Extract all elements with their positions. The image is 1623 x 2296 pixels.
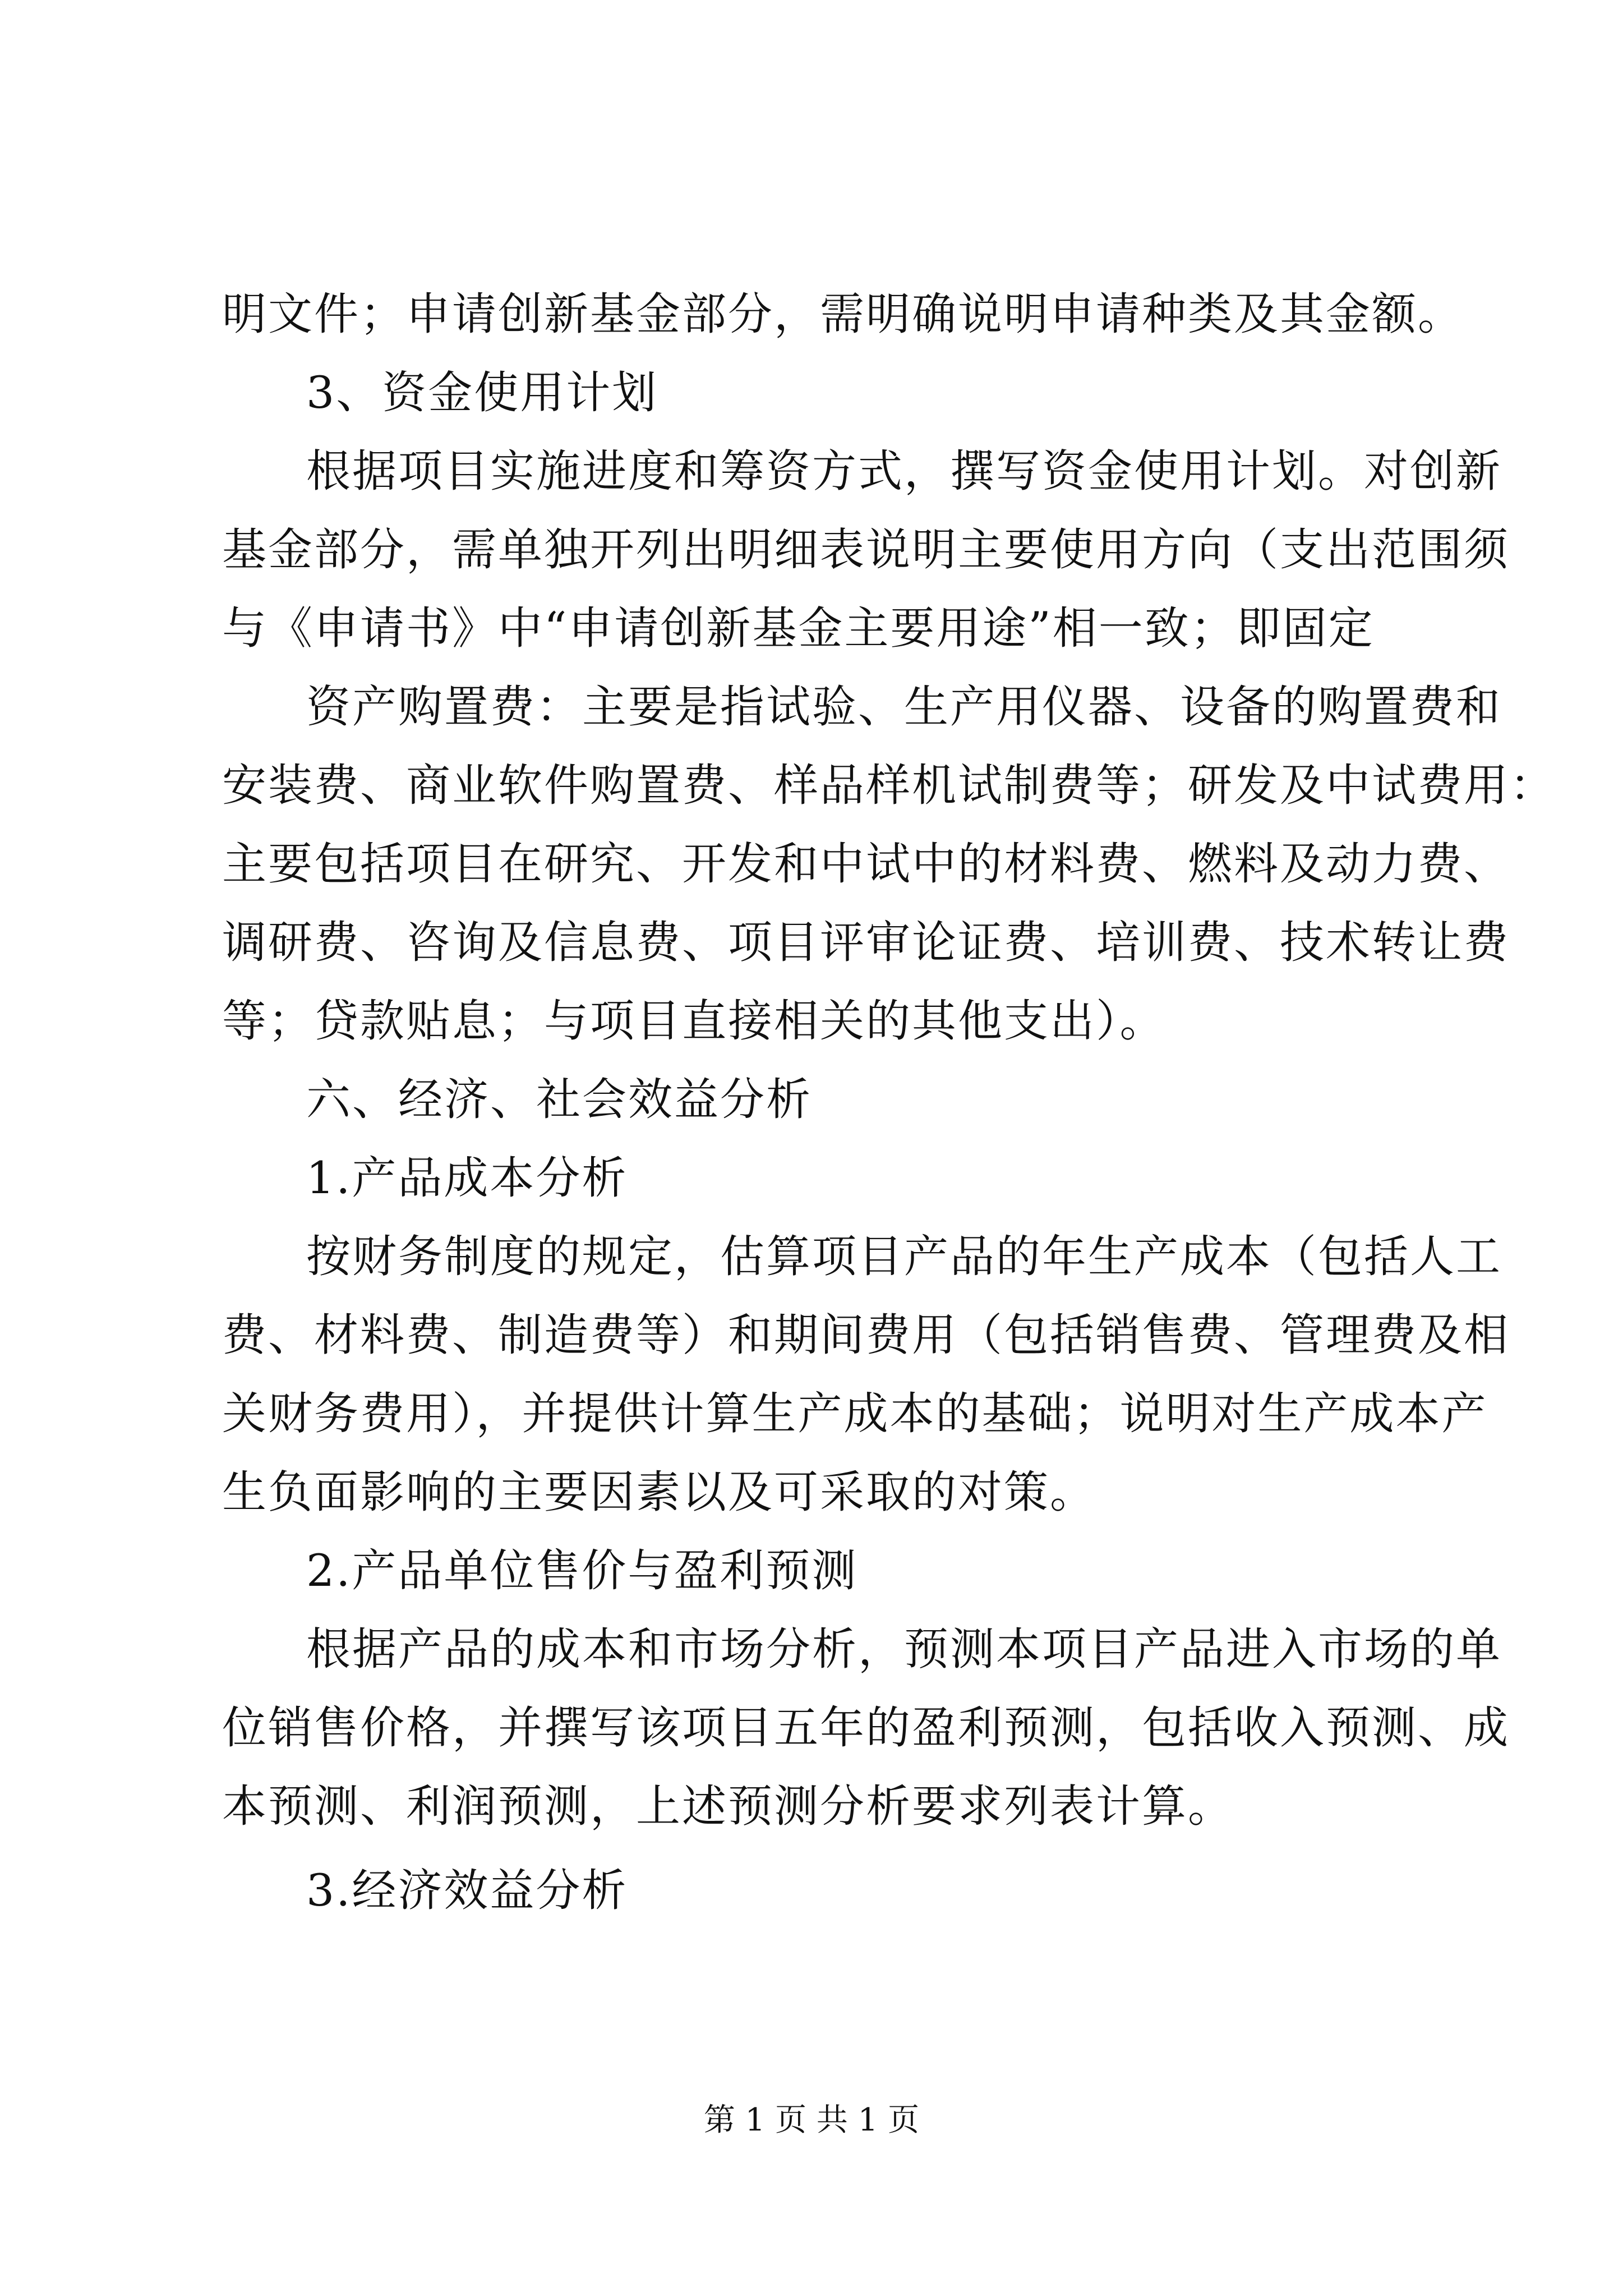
text-line: 等；贷款贴息；与项目直接相关的其他支出）。 xyxy=(222,995,1166,1047)
text-line: 资产购置费：主要是指试验、生产用仪器、设备的购置费和 xyxy=(306,681,1502,733)
text-line: 调研费、咨询及信息费、项目评审论证费、培训费、技术转让费 xyxy=(222,917,1510,968)
text-line: 明文件；申请创新基金部分，需明确说明申请种类及其金额。 xyxy=(222,288,1464,340)
text-line: 关财务费用），并提供计算生产成本的基础；说明对生产成本产 xyxy=(222,1388,1488,1439)
subsection-heading: 1.产品成本分析 xyxy=(306,1152,628,1204)
text-line: 主要包括项目在研究、开发和中试中的材料费、燃料及动力费、 xyxy=(222,838,1510,890)
text-line: 与《申请书》中“申请创新基金主要用途”相一致；即固定 xyxy=(222,602,1375,654)
text-line: 位销售价格，并撰写该项目五年的盈利预测，包括收入预测、成 xyxy=(222,1702,1510,1754)
text-line: 安装费、商业软件购置费、样品样机试制费等；研发及中试费用： xyxy=(222,760,1556,811)
section-heading: 3、资金使用计划 xyxy=(306,367,658,418)
text-line: 本预测、利润预测，上述预测分析要求列表计算。 xyxy=(222,1780,1234,1832)
text-line: 根据项目实施进度和筹资方式，撰写资金使用计划。对创新 xyxy=(306,445,1502,497)
subsection-heading: 3.经济效益分析 xyxy=(306,1865,628,1916)
text-line: 费、材料费、制造费等）和期间费用（包括销售费、管理费及相 xyxy=(222,1309,1510,1361)
text-line: 按财务制度的规定，估算项目产品的年生产成本（包括人工 xyxy=(306,1231,1502,1282)
text-line: 根据产品的成本和市场分析，预测本项目产品进入市场的单 xyxy=(306,1623,1502,1675)
subsection-heading: 2.产品单位售价与盈利预测 xyxy=(306,1545,858,1596)
text-line: 生负面影响的主要因素以及可采取的对策。 xyxy=(222,1466,1096,1518)
text-line: 基金部分，需单独开列出明细表说明主要使用方向（支出范围须 xyxy=(222,524,1510,576)
section-heading: 六、经济、社会效益分析 xyxy=(306,1074,812,1125)
page-footer: 第 1 页 共 1 页 xyxy=(703,2102,920,2138)
